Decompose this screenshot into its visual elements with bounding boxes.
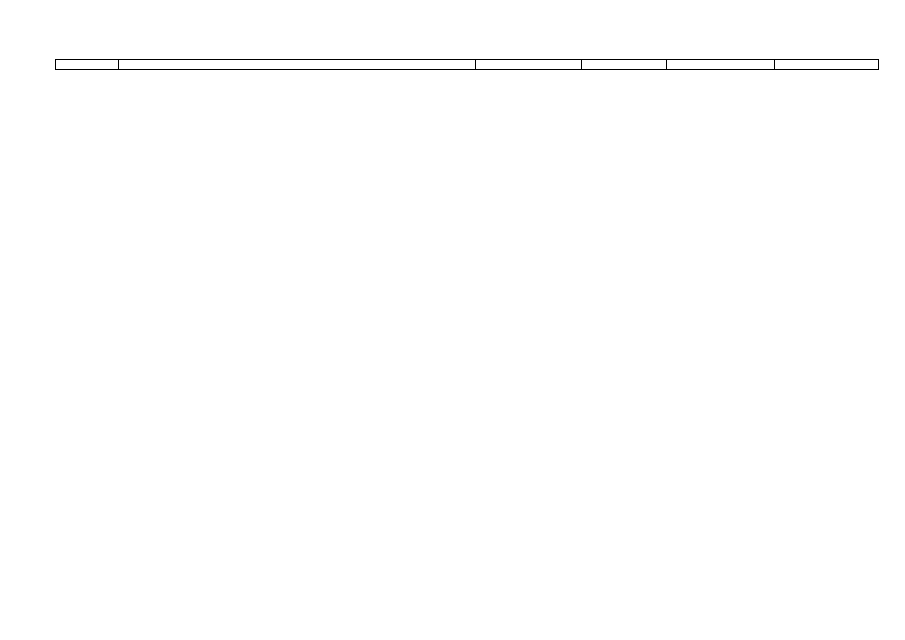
- column-number-6: [775, 60, 878, 69]
- column-number-4: [582, 60, 667, 69]
- column-number-3: [476, 60, 582, 69]
- column-number-5: [667, 60, 775, 69]
- column-number-2: [119, 60, 476, 69]
- column-number-1: [56, 60, 119, 69]
- column-number-header: [55, 59, 879, 70]
